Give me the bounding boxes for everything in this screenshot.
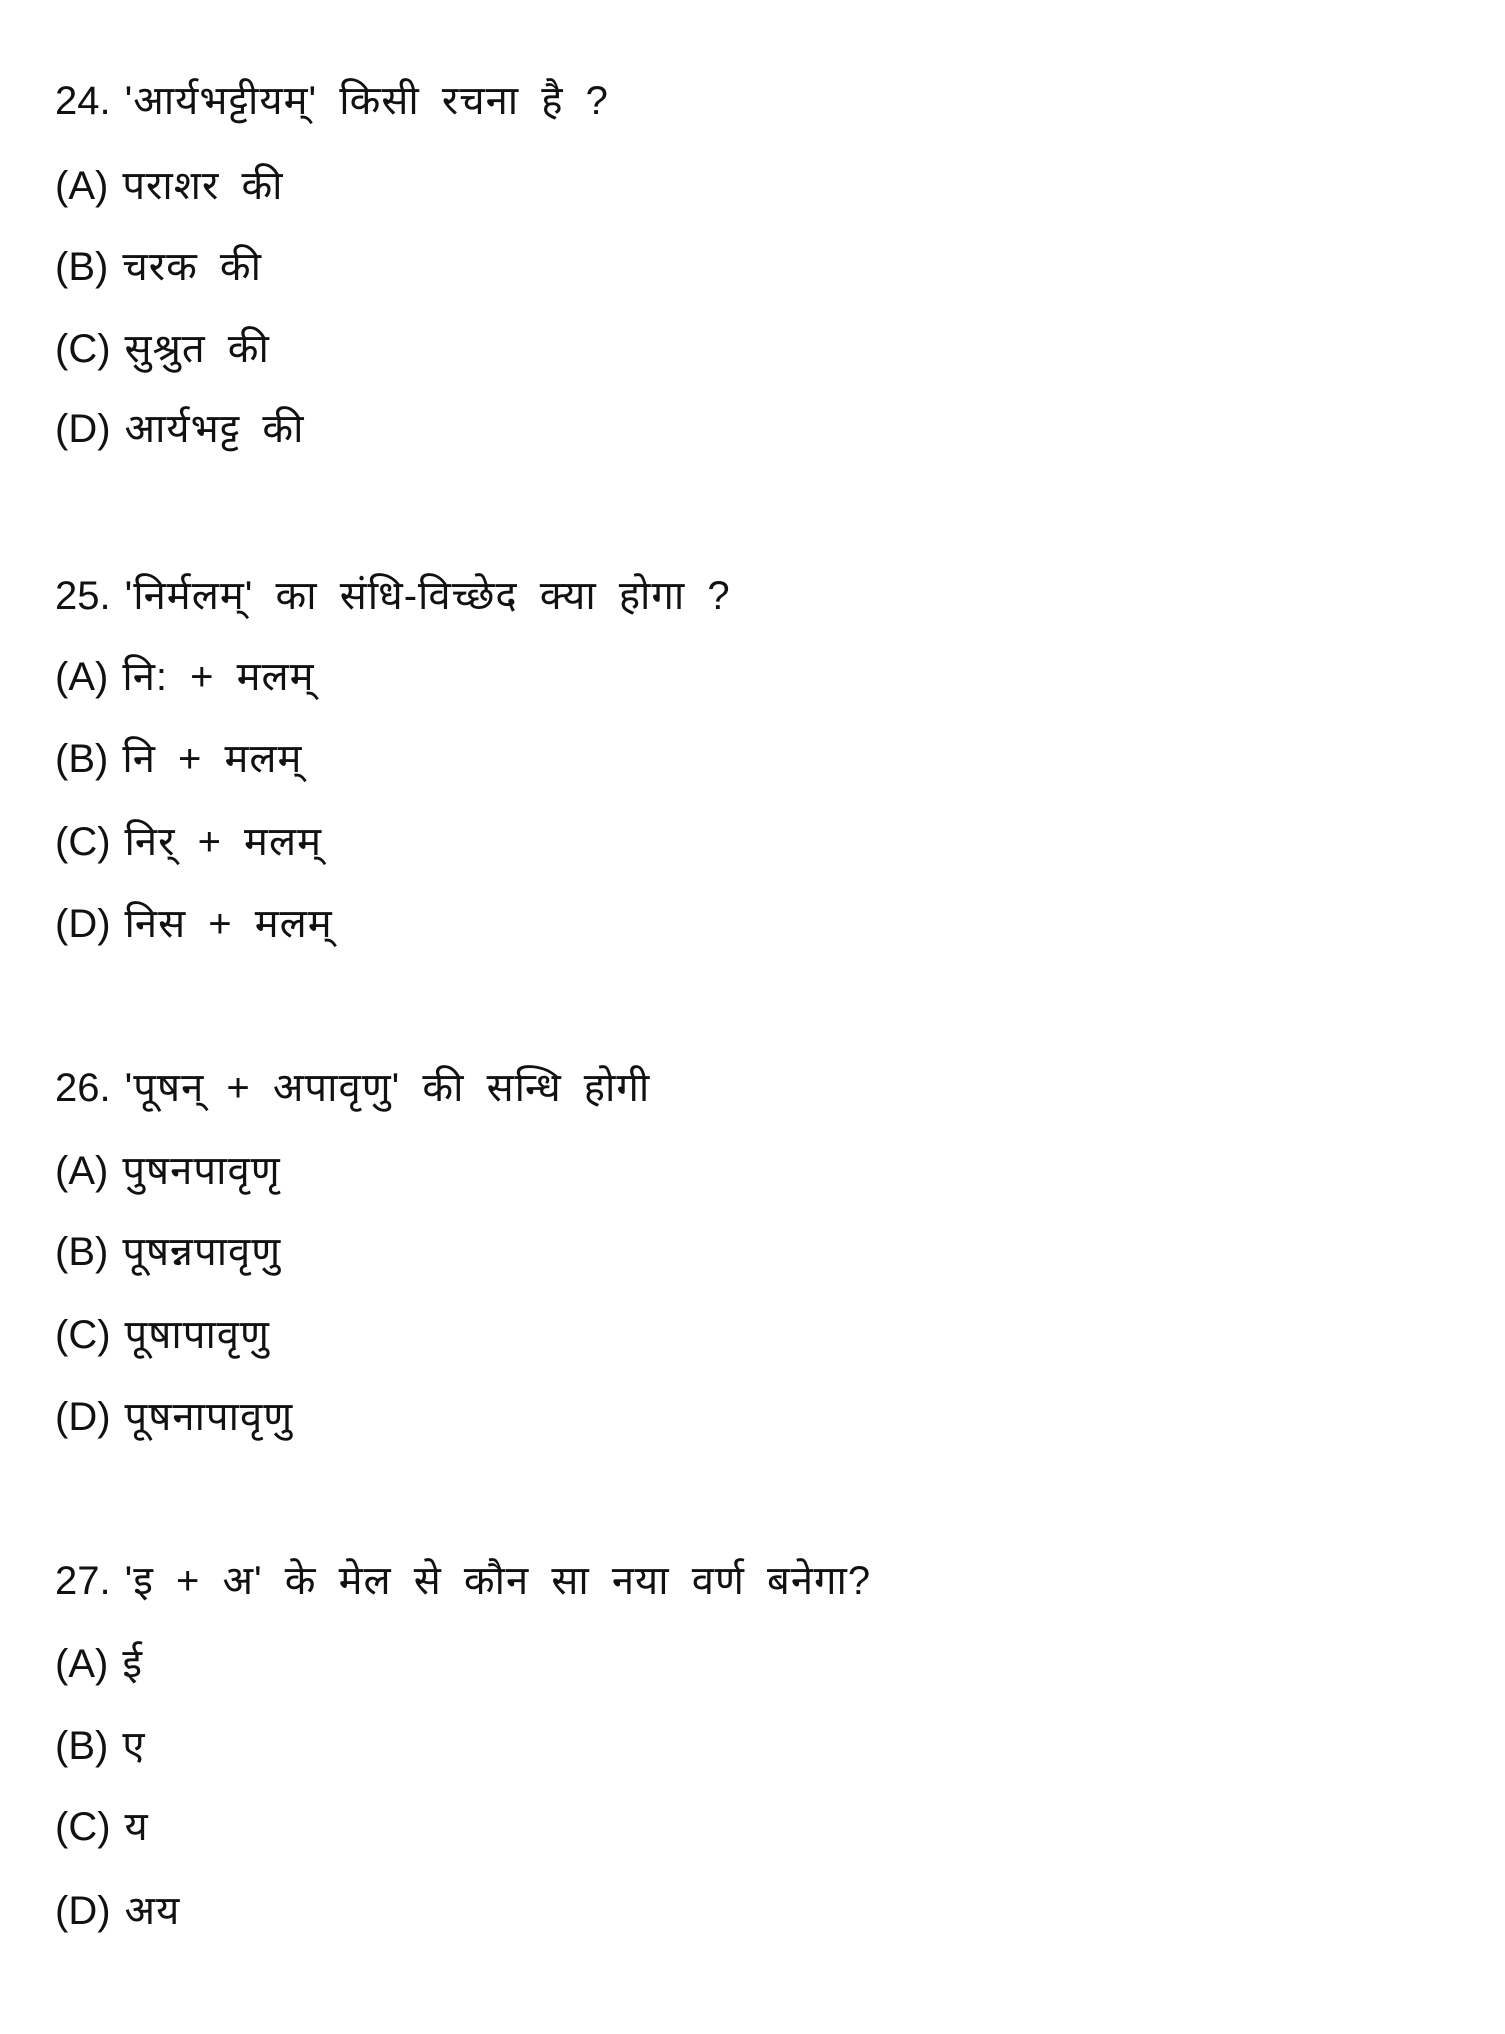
q25-option-b[interactable] xyxy=(55,735,302,783)
option-text: य xyxy=(124,1805,149,1849)
question-text: 'आर्यभट्टीयम्' किसी रचना है ? xyxy=(124,79,609,123)
question-text: 'इ + अ' के मेल से कौन सा नया वर्ण बनेगा? xyxy=(124,1559,872,1603)
q27-option-d[interactable] xyxy=(55,1887,180,1935)
question-26 xyxy=(55,1064,650,1112)
question-27 xyxy=(55,1557,871,1605)
q27-option-a[interactable] xyxy=(55,1640,143,1688)
option-label: (B) xyxy=(55,1230,109,1274)
question-number: 27. xyxy=(55,1559,111,1603)
option-text: आर्यभट्ट की xyxy=(124,407,305,451)
option-text: निर् + मलम् xyxy=(124,820,322,864)
question-number: 25. xyxy=(55,574,111,618)
option-text: अय xyxy=(124,1889,181,1933)
option-label: (A) xyxy=(55,655,109,699)
q26-option-b[interactable] xyxy=(55,1228,281,1276)
q26-option-a[interactable] xyxy=(55,1147,281,1195)
option-text: नि: + मलम् xyxy=(122,655,315,699)
option-text: पराशर की xyxy=(122,164,284,208)
option-label: (C) xyxy=(55,1805,111,1849)
option-label: (A) xyxy=(55,1642,109,1686)
question-text: 'पूषन् + अपावृणु' की सन्धि होगी xyxy=(124,1066,651,1110)
q24-option-c[interactable] xyxy=(55,325,270,373)
option-label: (C) xyxy=(55,820,111,864)
q24-option-a[interactable] xyxy=(55,162,284,210)
option-label: (D) xyxy=(55,902,111,946)
option-label: (B) xyxy=(55,737,109,781)
option-label: (B) xyxy=(55,1724,109,1768)
option-label: (B) xyxy=(55,245,109,289)
q24-option-d[interactable] xyxy=(55,405,305,453)
q25-option-c[interactable] xyxy=(55,818,322,866)
question-number: 24. xyxy=(55,79,111,123)
option-text: चरक की xyxy=(122,245,263,289)
question-25 xyxy=(55,572,731,620)
option-label: (D) xyxy=(55,1395,111,1439)
option-text: पूषन्नपावृणु xyxy=(122,1230,282,1274)
option-text: पूषनापावृणु xyxy=(124,1395,294,1439)
option-text: निस + मलम् xyxy=(124,902,333,946)
option-label: (A) xyxy=(55,164,109,208)
option-text: ए xyxy=(122,1724,146,1768)
q24-option-b[interactable] xyxy=(55,243,262,291)
option-text: ई xyxy=(122,1642,143,1686)
q26-option-c[interactable] xyxy=(55,1311,270,1359)
option-label: (C) xyxy=(55,327,111,371)
q25-option-a[interactable] xyxy=(55,653,315,701)
option-label: (D) xyxy=(55,407,111,451)
option-label: (A) xyxy=(55,1149,109,1193)
q27-option-c[interactable] xyxy=(55,1803,149,1851)
question-text: 'निर्मलम्' का संधि-विच्छेद क्या होगा ? xyxy=(124,574,731,618)
question-number: 26. xyxy=(55,1066,111,1110)
option-label: (C) xyxy=(55,1313,111,1357)
q25-option-d[interactable] xyxy=(55,900,333,948)
option-label: (D) xyxy=(55,1889,111,1933)
option-text: नि + मलम् xyxy=(122,737,303,781)
q26-option-d[interactable] xyxy=(55,1393,293,1441)
option-text: सुश्रुत की xyxy=(124,327,270,371)
question-24 xyxy=(55,77,609,125)
option-text: पूषापावृणु xyxy=(124,1313,270,1357)
option-text: पुषनपावृणृ xyxy=(122,1149,281,1193)
q27-option-b[interactable] xyxy=(55,1722,145,1770)
